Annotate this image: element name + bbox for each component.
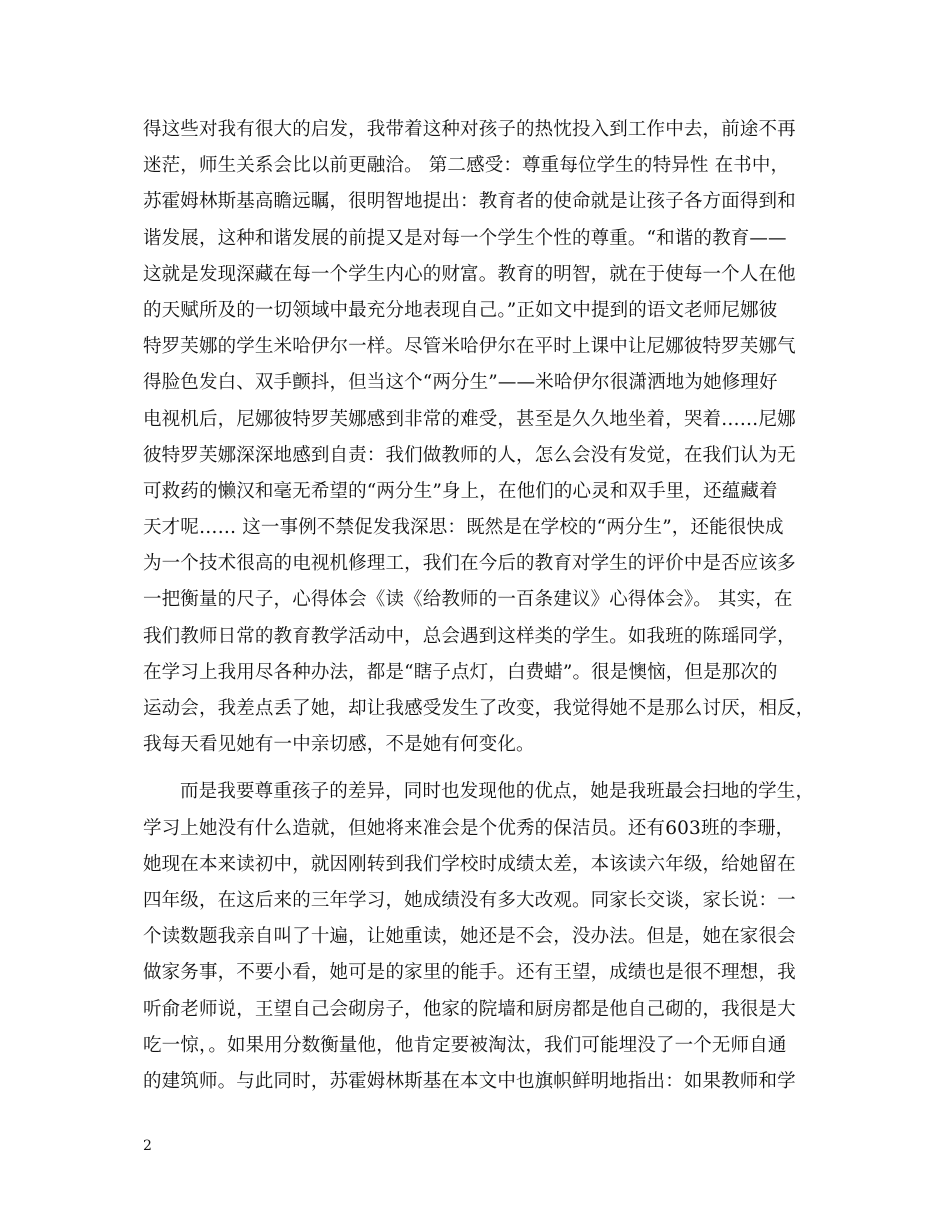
text-line: 学习上她没有什么造就，但她将来准会是个优秀的保洁员。还有603班的李珊， (143, 817, 795, 839)
text-line: 四年级，在这后来的三年学习，她成绩没有多大改观。同家长交谈，家长说：一 (143, 889, 796, 911)
text-line: 的天赋所及的一切领域中最充分地表现自己。”正如文中提到的语文老师尼娜彼 (143, 299, 778, 321)
text-line: 谐发展，这种和谐发展的前提又是对每一个学生个性的尊重。“和谐的教育—— (143, 227, 787, 249)
text-line: 一把衡量的尺子，心得体会《读《给教师的一百条建议》心得体会》。 其实，在 (143, 589, 793, 611)
text-line: 天才呢…… 这一事例不禁促发我深思：既然是在学校的“两分生”，还能很快成 (143, 517, 784, 539)
text-line: 的建筑师。与此同时，苏霍姆林斯基在本文中也旗帜鲜明地指出：如果教师和学 (143, 1070, 796, 1092)
paragraph-start-line: 而是我要尊重孩子的差异，同时也发现他的优点，她是我班最会扫地的学生， (180, 781, 815, 803)
text-line: 迷茫，师生关系会比以前更融洽。 第二感受：尊重每位学生的特异性 在书中， (143, 155, 790, 177)
text-line: 得脸色发白、双手颤抖，但当这个“两分生”——米哈伊尔很潇洒地为她修理好 (143, 372, 778, 394)
page-number: 2 (143, 1138, 152, 1154)
text-line: 在学习上我用尽各种办法，都是“瞎子点灯，白费蜡”。很是懊恼，但是那次的 (143, 661, 778, 683)
text-line: 吃一惊，。如果用分数衡量他，他肯定要被淘汰，我们可能埋没了一个无师自通 (143, 1034, 787, 1056)
body-text (143, 112, 823, 1100)
text-line: 得这些对我有很大的启发，我带着这种对孩子的热忱投入到工作中去，前途不再 (143, 119, 796, 140)
text-line: 听俞老师说，王望自己会砌房子，他家的院墙和厨房都是他自己砌的，我很是大 (143, 998, 796, 1020)
text-line: 电视机后，尼娜彼特罗芙娜感到非常的难受，甚至是久久地坐着，哭着……尼娜 (143, 408, 796, 430)
text-line: 彼特罗芙娜深深地感到自责：我们做教师的人，怎么会没有发觉，在我们认为无 (143, 444, 796, 466)
text-line: 个读数题我亲自叫了十遍，让她重读，她还是不会，没办法。但是，她在家很会 (143, 926, 796, 948)
text-line: 我每天看见她有一中亲切感，不是她有何变化。 (143, 734, 535, 756)
text-line: 运动会，我差点丢了她，却让我感受发生了改变，我觉得她不是那么讨厌，相反， (143, 698, 815, 719)
text-line: 这就是发现深藏在每一个学生内心的财富。教育的明智，就在于使每一个人在他 (143, 263, 796, 285)
text-line: 做家务事，不要小看，她可是的家里的能手。还有王望，成绩也是很不理想，我 (143, 962, 796, 984)
text-line: 她现在本来读初中，就因刚转到我们学校时成绩太差，本该读六年级，给她留在 (143, 853, 796, 875)
text-line: 我们教师日常的教育教学活动中，总会遇到这样类的学生。如我班的陈瑶同学， (143, 625, 796, 647)
text-line: 特罗芙娜的学生米哈伊尔一样。尽管米哈伊尔在平时上课中让尼娜彼特罗芙娜气 (143, 336, 796, 358)
text-line: 苏霍姆林斯基高瞻远瞩，很明智地提出：教育者的使命就是让孩子各方面得到和 (143, 191, 796, 213)
text-line: 可救药的懒汉和毫无希望的“两分生”身上，在他们的心灵和双手里，还蕴藏着 (143, 480, 778, 502)
text-line: 为一个技术很高的电视机修理工，我们在今后的教育对学生的评价中是否应该多 (143, 553, 796, 575)
